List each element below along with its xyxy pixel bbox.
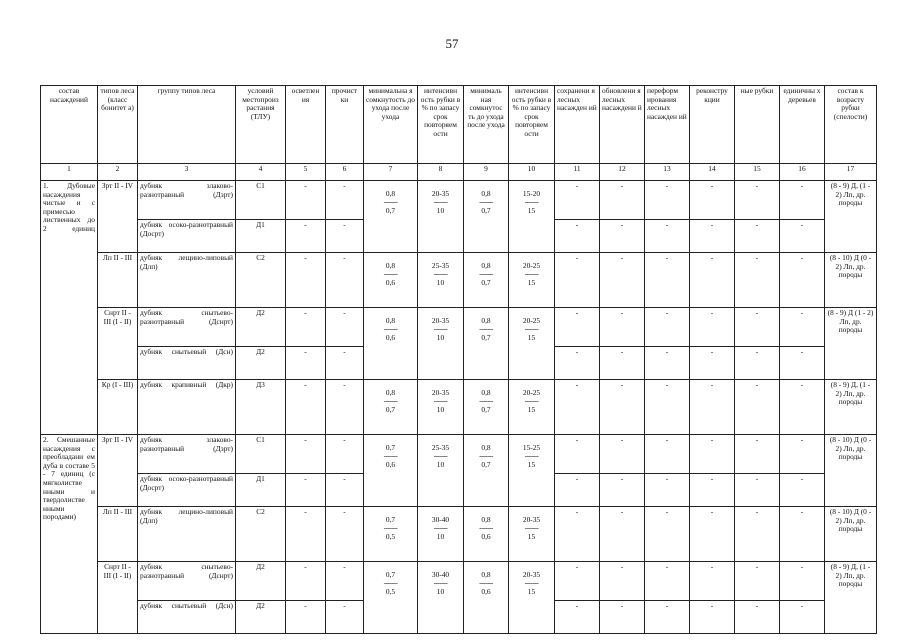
fraction-bottom: 10 bbox=[436, 332, 445, 342]
fraction-top: 0,7 bbox=[385, 515, 396, 524]
column-header: интенсивн ость рубки в % по запасу срок повторяем ости bbox=[509, 86, 555, 164]
fraction-line: ------- bbox=[479, 197, 493, 207]
fraction-top: 0,7 bbox=[385, 570, 396, 579]
dash-cell: - bbox=[780, 435, 825, 474]
fraction-bottom: 0,5 bbox=[385, 531, 396, 541]
fraction-cell bbox=[364, 435, 418, 507]
dash-cell: - bbox=[645, 435, 690, 474]
fraction-bottom: 10 bbox=[436, 277, 445, 287]
table-row bbox=[41, 380, 877, 435]
dash-cell: - bbox=[780, 601, 825, 634]
dash-cell: - bbox=[780, 507, 825, 562]
dash-cell: - bbox=[600, 562, 645, 601]
fraction-top: 0,8 bbox=[481, 388, 491, 397]
tlu-code: Д3 bbox=[236, 380, 286, 435]
dash-cell: - bbox=[780, 181, 825, 220]
fraction-top: 30-40 bbox=[431, 515, 450, 524]
fraction-bottom: 15 bbox=[527, 205, 536, 215]
column-header: обновлени я лесных насаждени й bbox=[600, 86, 645, 164]
dash-cell: - bbox=[600, 253, 645, 308]
tlu-code: С2 bbox=[236, 253, 286, 308]
fraction-line: ------- bbox=[524, 451, 539, 461]
dash-cell: - bbox=[780, 380, 825, 435]
fraction-bottom: 10 bbox=[436, 459, 445, 469]
dash-cell: - bbox=[326, 562, 364, 601]
fraction-cell bbox=[418, 181, 464, 253]
tlu-code: Д2 bbox=[236, 562, 286, 601]
page-number: 57 bbox=[445, 36, 459, 51]
dash-cell: - bbox=[645, 347, 690, 380]
fraction-cell bbox=[418, 308, 464, 380]
column-number: 5 bbox=[286, 164, 326, 181]
fraction-cell bbox=[418, 380, 464, 435]
fraction-cell bbox=[364, 308, 418, 380]
column-header: интенсивн ость рубки в % по запасу срок повторяем ости bbox=[418, 86, 464, 164]
dash-cell: - bbox=[555, 507, 600, 562]
fraction-bottom: 0,7 bbox=[385, 404, 396, 414]
tlu-code: Д2 bbox=[236, 347, 286, 380]
dash-cell: - bbox=[326, 308, 364, 347]
fraction-cell bbox=[364, 380, 418, 435]
fraction-bottom: 0,7 bbox=[481, 404, 491, 414]
dash-cell: - bbox=[645, 507, 690, 562]
dash-cell: - bbox=[780, 253, 825, 308]
dash-cell: - bbox=[690, 474, 735, 507]
composition-cell: (8 - 10) Д (0 - 2) Лп, др. породы bbox=[825, 253, 877, 308]
dash-cell: - bbox=[326, 507, 364, 562]
fraction-top: 20-25 bbox=[522, 261, 541, 270]
fraction-top: 15-25 bbox=[522, 443, 541, 452]
fraction-line: ------- bbox=[479, 396, 493, 406]
forest-type: Лп II - III bbox=[98, 507, 138, 562]
forest-type: Зрт II - IV bbox=[98, 181, 138, 253]
type-group-name: дубняк лещино-липовый (Длп) bbox=[138, 507, 236, 562]
dash-cell: - bbox=[555, 181, 600, 220]
fraction-top: 0,8 bbox=[385, 316, 396, 325]
dash-cell: - bbox=[690, 253, 735, 308]
column-number: 14 bbox=[690, 164, 735, 181]
type-group-name: дубняк лещино-липовый (Длп) bbox=[138, 253, 236, 308]
dash-cell: - bbox=[555, 253, 600, 308]
fraction-top: 0,7 bbox=[385, 443, 396, 452]
tlu-code: С1 bbox=[236, 435, 286, 474]
dash-cell: - bbox=[286, 601, 326, 634]
column-number: 3 bbox=[138, 164, 236, 181]
dash-cell: - bbox=[645, 220, 690, 253]
column-header: состав к возрасту рубки (спелости) bbox=[825, 86, 877, 164]
group-label: 1. Дубовые насаждения чистые и с примесью лиственных до 2 единиц bbox=[41, 181, 98, 435]
fraction-cell bbox=[509, 308, 555, 380]
fraction-bottom: 15 bbox=[527, 404, 536, 414]
fraction-top: 20-35 bbox=[522, 570, 541, 579]
composition-cell: (8 - 9) Д (1 - 2) Лп, др. породы bbox=[825, 308, 877, 380]
fraction-bottom: 0,6 bbox=[385, 277, 396, 287]
fraction-line: ------- bbox=[383, 578, 398, 588]
type-group-name: дубняк злаково-разнотравный (Дзрт) bbox=[138, 181, 236, 220]
dash-cell: - bbox=[690, 181, 735, 220]
composition-cell: (8 - 10) Д (0 - 2) Лп, др. породы bbox=[825, 435, 877, 507]
dash-cell: - bbox=[645, 601, 690, 634]
fraction-cell bbox=[464, 181, 509, 253]
dash-cell: - bbox=[735, 601, 780, 634]
fraction-cell bbox=[464, 253, 509, 308]
dash-cell: - bbox=[286, 562, 326, 601]
fraction-line: ------- bbox=[383, 324, 398, 334]
fraction-cell bbox=[509, 181, 555, 253]
fraction-bottom: 0,6 bbox=[385, 332, 396, 342]
fraction-top: 0,8 bbox=[481, 189, 491, 198]
fraction-top: 0,8 bbox=[481, 443, 491, 452]
dash-cell: - bbox=[286, 507, 326, 562]
dash-cell: - bbox=[555, 347, 600, 380]
dash-cell: - bbox=[735, 253, 780, 308]
dash-cell: - bbox=[780, 220, 825, 253]
dash-cell: - bbox=[326, 253, 364, 308]
fraction-cell bbox=[464, 562, 509, 634]
fraction-bottom: 15 bbox=[527, 586, 536, 596]
composition-cell: (8 - 9) Д, (1 - 2) Лп, др. породы bbox=[825, 181, 877, 253]
dash-cell: - bbox=[326, 220, 364, 253]
fraction-top: 0,8 bbox=[385, 388, 396, 397]
fraction-line: ------- bbox=[524, 269, 539, 279]
column-header: типов леса (класс бонитет а) bbox=[98, 86, 138, 164]
column-header: осветлен ия bbox=[286, 86, 326, 164]
column-number: 12 bbox=[600, 164, 645, 181]
type-group-name: дубняк снытьевый (Дсн) bbox=[138, 601, 236, 634]
column-header: переформ ирования лесных насажден ий bbox=[645, 86, 690, 164]
dash-cell: - bbox=[780, 474, 825, 507]
dash-cell: - bbox=[690, 601, 735, 634]
fraction-line: ------- bbox=[524, 523, 539, 533]
fraction-bottom: 0,6 bbox=[385, 459, 396, 469]
dash-cell: - bbox=[555, 308, 600, 347]
tlu-code: Д2 bbox=[236, 308, 286, 347]
forest-type: Снрт II - III (I - II) bbox=[98, 308, 138, 380]
fraction-top: 25-35 bbox=[431, 261, 450, 270]
forest-table bbox=[40, 85, 877, 634]
dash-cell: - bbox=[645, 380, 690, 435]
fraction-cell bbox=[464, 380, 509, 435]
dash-cell: - bbox=[735, 507, 780, 562]
dash-cell: - bbox=[600, 507, 645, 562]
forest-type: Кр (I - III) bbox=[98, 380, 138, 435]
fraction-cell bbox=[364, 181, 418, 253]
dash-cell: - bbox=[555, 380, 600, 435]
fraction-top: 30-40 bbox=[431, 570, 450, 579]
fraction-bottom: 15 bbox=[527, 459, 536, 469]
column-number: 13 bbox=[645, 164, 690, 181]
fraction-bottom: 0,7 bbox=[481, 332, 491, 342]
group-label: 2. Смешанные насаждения с преобладани ем дуба в составе 5 - 7 единиц (с мягколиствe нными и твердолистве нными породами) bbox=[41, 435, 98, 634]
dash-cell: - bbox=[286, 474, 326, 507]
forest-type: Лп II - III bbox=[98, 253, 138, 308]
dash-cell: - bbox=[645, 474, 690, 507]
column-header: минимальна я сомкнутость до ухода после ухода bbox=[364, 86, 418, 164]
fraction-top: 0,8 bbox=[385, 189, 396, 198]
fraction-top: 20-35 bbox=[431, 189, 450, 198]
table-row bbox=[41, 507, 877, 562]
fraction-line: ------- bbox=[433, 269, 448, 279]
column-header: состав насаждений bbox=[41, 86, 98, 164]
fraction-line: ------- bbox=[524, 396, 539, 406]
fraction-cell bbox=[509, 507, 555, 562]
fraction-cell bbox=[464, 435, 509, 507]
dash-cell: - bbox=[326, 181, 364, 220]
type-group-name: дубняк осоко-разнотравный (Досрт) bbox=[138, 220, 236, 253]
column-header: реконстру кции bbox=[690, 86, 735, 164]
type-group-name: дубняк крапивный (Дкр) bbox=[138, 380, 236, 435]
fraction-line: ------- bbox=[433, 396, 448, 406]
fraction-cell bbox=[509, 253, 555, 308]
tlu-code: Д1 bbox=[236, 220, 286, 253]
fraction-cell bbox=[464, 308, 509, 380]
fraction-top: 20-35 bbox=[431, 388, 450, 397]
table-row bbox=[41, 181, 877, 220]
fraction-line: ------- bbox=[479, 578, 493, 588]
fraction-bottom: 10 bbox=[436, 531, 445, 541]
dash-cell: - bbox=[735, 181, 780, 220]
fraction-top: 15-20 bbox=[522, 189, 541, 198]
column-number: 2 bbox=[98, 164, 138, 181]
fraction-bottom: 0,6 bbox=[481, 586, 491, 596]
type-group-name: дубняк снытьево-разнотравный (Дснрт) bbox=[138, 308, 236, 347]
fraction-top: 20-35 bbox=[522, 515, 541, 524]
type-group-name: дубняк злаково-разнотравный (Дзрт) bbox=[138, 435, 236, 474]
dash-cell: - bbox=[645, 253, 690, 308]
fraction-line: ------- bbox=[383, 451, 398, 461]
fraction-cell bbox=[418, 562, 464, 634]
fraction-top: 0,8 bbox=[481, 316, 491, 325]
fraction-line: ------- bbox=[433, 197, 448, 207]
column-number: 4 bbox=[236, 164, 286, 181]
dash-cell: - bbox=[645, 562, 690, 601]
dash-cell: - bbox=[690, 380, 735, 435]
dash-cell: - bbox=[690, 562, 735, 601]
fraction-bottom: 15 bbox=[527, 332, 536, 342]
fraction-bottom: 10 bbox=[436, 586, 445, 596]
fraction-top: 0,8 bbox=[385, 261, 396, 270]
fraction-top: 0,8 bbox=[481, 570, 491, 579]
fraction-bottom: 0,5 bbox=[385, 586, 396, 596]
fraction-top: 0,8 bbox=[481, 261, 491, 270]
dash-cell: - bbox=[286, 347, 326, 380]
column-number: 7 bbox=[364, 164, 418, 181]
fraction-top: 20-35 bbox=[431, 316, 450, 325]
tlu-code: С1 bbox=[236, 181, 286, 220]
table-row bbox=[41, 308, 877, 347]
fraction-cell bbox=[418, 435, 464, 507]
column-number: 16 bbox=[780, 164, 825, 181]
tlu-code: С2 bbox=[236, 507, 286, 562]
dash-cell: - bbox=[286, 253, 326, 308]
dash-cell: - bbox=[780, 562, 825, 601]
fraction-bottom: 10 bbox=[436, 404, 445, 414]
composition-cell: (8 - 10) Д (0 - 2) Лп, др. породы bbox=[825, 507, 877, 562]
fraction-bottom: 0,7 bbox=[385, 205, 396, 215]
dash-cell: - bbox=[735, 562, 780, 601]
fraction-line: ------- bbox=[433, 451, 448, 461]
fraction-line: ------- bbox=[383, 269, 398, 279]
fraction-top: 20-25 bbox=[522, 388, 541, 397]
fraction-line: ------- bbox=[479, 269, 493, 279]
column-number: 11 bbox=[555, 164, 600, 181]
column-number: 6 bbox=[326, 164, 364, 181]
dash-cell: - bbox=[600, 308, 645, 347]
dash-cell: - bbox=[735, 474, 780, 507]
dash-cell: - bbox=[690, 308, 735, 347]
column-header: ные рубки bbox=[735, 86, 780, 164]
fraction-bottom: 0,6 bbox=[481, 531, 491, 541]
fraction-cell bbox=[509, 435, 555, 507]
fraction-line: ------- bbox=[433, 523, 448, 533]
type-group-name: дубняк снытьево-разнотравный (Дснрт) bbox=[138, 562, 236, 601]
fraction-top: 25-35 bbox=[431, 443, 450, 452]
fraction-bottom: 15 bbox=[527, 531, 536, 541]
fraction-line: ------- bbox=[524, 578, 539, 588]
dash-cell: - bbox=[690, 220, 735, 253]
dash-cell: - bbox=[735, 347, 780, 380]
fraction-bottom: 10 bbox=[436, 205, 445, 215]
dash-cell: - bbox=[286, 181, 326, 220]
column-number: 8 bbox=[418, 164, 464, 181]
dash-cell: - bbox=[600, 601, 645, 634]
column-header: группу типов леса bbox=[138, 86, 236, 164]
fraction-cell bbox=[464, 507, 509, 562]
tlu-code: Д1 bbox=[236, 474, 286, 507]
dash-cell: - bbox=[555, 601, 600, 634]
fraction-line: ------- bbox=[479, 451, 493, 461]
dash-cell: - bbox=[286, 220, 326, 253]
fraction-cell bbox=[364, 253, 418, 308]
dash-cell: - bbox=[600, 220, 645, 253]
dash-cell: - bbox=[780, 347, 825, 380]
dash-cell: - bbox=[286, 308, 326, 347]
fraction-cell bbox=[418, 507, 464, 562]
column-number: 17 bbox=[825, 164, 877, 181]
fraction-line: ------- bbox=[479, 324, 493, 334]
fraction-line: ------- bbox=[383, 197, 398, 207]
dash-cell: - bbox=[326, 474, 364, 507]
fraction-bottom: 0,7 bbox=[481, 459, 491, 469]
dash-cell: - bbox=[690, 347, 735, 380]
dash-cell: - bbox=[555, 435, 600, 474]
forest-type: Снрт II - III (I - II) bbox=[98, 562, 138, 634]
dash-cell: - bbox=[690, 507, 735, 562]
table-row bbox=[41, 562, 877, 601]
dash-cell: - bbox=[735, 435, 780, 474]
dash-cell: - bbox=[326, 601, 364, 634]
fraction-cell bbox=[364, 507, 418, 562]
fraction-line: ------- bbox=[524, 197, 539, 207]
column-header: единичны х деревьев bbox=[780, 86, 825, 164]
dash-cell: - bbox=[326, 435, 364, 474]
fraction-bottom: 0,7 bbox=[481, 277, 491, 287]
dash-cell: - bbox=[286, 380, 326, 435]
composition-cell: (8 - 9) Д, (1 - 2) Лп, др. породы bbox=[825, 380, 877, 435]
dash-cell: - bbox=[735, 220, 780, 253]
fraction-line: ------- bbox=[433, 578, 448, 588]
forest-type: Зрт II - IV bbox=[98, 435, 138, 507]
column-number: 10 bbox=[509, 164, 555, 181]
fraction-cell bbox=[418, 253, 464, 308]
table-row bbox=[41, 435, 877, 474]
column-header: прочист ки bbox=[326, 86, 364, 164]
fraction-bottom: 15 bbox=[527, 277, 536, 287]
table-row bbox=[41, 253, 877, 308]
dash-cell: - bbox=[645, 308, 690, 347]
fraction-cell bbox=[364, 562, 418, 634]
fraction-line: ------- bbox=[383, 396, 398, 406]
column-number: 9 bbox=[464, 164, 509, 181]
tlu-code: Д2 bbox=[236, 601, 286, 634]
dash-cell: - bbox=[555, 562, 600, 601]
column-header: сохранени я лесных насажден ий bbox=[555, 86, 600, 164]
fraction-cell bbox=[509, 380, 555, 435]
dash-cell: - bbox=[735, 308, 780, 347]
dash-cell: - bbox=[600, 181, 645, 220]
type-group-name: дубняк осоко-разнотравный (Досрт) bbox=[138, 474, 236, 507]
dash-cell: - bbox=[326, 380, 364, 435]
fraction-line: ------- bbox=[479, 523, 493, 533]
fraction-cell bbox=[509, 562, 555, 634]
fraction-bottom: 0,7 bbox=[481, 205, 491, 215]
dash-cell: - bbox=[690, 435, 735, 474]
dash-cell: - bbox=[600, 435, 645, 474]
fraction-line: ------- bbox=[433, 324, 448, 334]
fraction-top: 0,8 bbox=[481, 515, 491, 524]
dash-cell: - bbox=[645, 181, 690, 220]
composition-cell: (8 - 9) Д, (1 - 2) Лп, др. породы bbox=[825, 562, 877, 634]
column-header: минималь ная сомкнутос ть до ухода после ухода bbox=[464, 86, 509, 164]
dash-cell: - bbox=[555, 220, 600, 253]
dash-cell: - bbox=[286, 435, 326, 474]
dash-cell: - bbox=[735, 380, 780, 435]
column-number: 15 bbox=[735, 164, 780, 181]
dash-cell: - bbox=[780, 308, 825, 347]
fraction-line: ------- bbox=[383, 523, 398, 533]
dash-cell: - bbox=[326, 347, 364, 380]
dash-cell: - bbox=[600, 380, 645, 435]
type-group-name: дубняк снытьевый (Дсн) bbox=[138, 347, 236, 380]
fraction-line: ------- bbox=[524, 324, 539, 334]
fraction-top: 20-25 bbox=[522, 316, 541, 325]
dash-cell: - bbox=[600, 347, 645, 380]
dash-cell: - bbox=[555, 474, 600, 507]
column-header: условий местопроиз растания (ТЛУ) bbox=[236, 86, 286, 164]
dash-cell: - bbox=[600, 474, 645, 507]
column-number: 1 bbox=[41, 164, 98, 181]
